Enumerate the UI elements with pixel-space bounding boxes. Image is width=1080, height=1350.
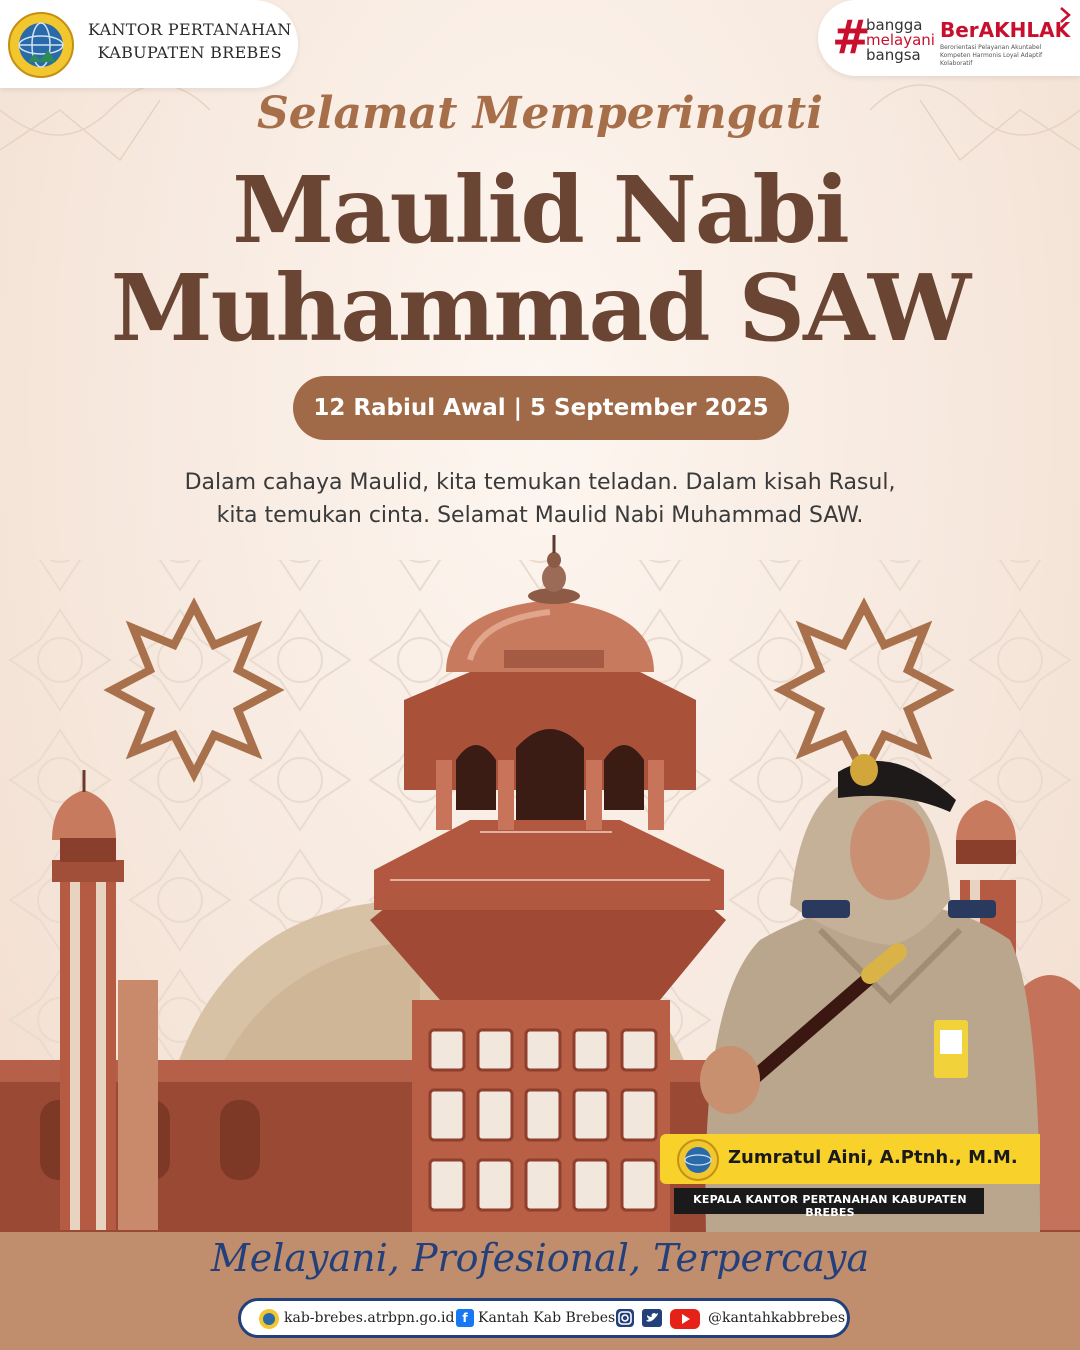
greeting-quote (140, 466, 940, 532)
youtube-icon[interactable] (670, 1309, 700, 1329)
instagram-handle[interactable]: @kantahkabbrebes (708, 1310, 845, 1326)
motto: Melayani, Profesional, Terpercaya (210, 1236, 870, 1280)
islamic-star-ornament-left (112, 606, 276, 774)
bangga-melayani-bangsa-logo (866, 18, 935, 63)
instagram-icon[interactable] (616, 1309, 634, 1327)
chevron-right-icon (1058, 6, 1072, 24)
facebook-link[interactable]: Kantah Kab Brebes (478, 1310, 616, 1326)
islamic-star-ornament-right (782, 606, 946, 774)
greeting-heading: Selamat Memperingati (257, 88, 823, 139)
campaign-line3: bangsa (866, 46, 921, 64)
berakhlak-logo: BerAKHLAK (940, 18, 1071, 42)
date-badge: 12 Rabiul Awal | 5 September 2025 (293, 376, 789, 440)
quote-line1: Dalam cahaya Maulid, kita temukan teladan. Dalam kisah Rasul, (184, 470, 896, 495)
office-name-line2: KABUPATEN BREBES (97, 43, 282, 62)
atr-bpn-logo-icon (6, 10, 76, 80)
office-name (88, 18, 292, 64)
title-line2: Muhammad SAW (110, 254, 970, 362)
quote-line2: kita temukan cinta. Selamat Maulid Nabi Muhammad SAW. (216, 503, 864, 528)
official-role: KEPALA KANTOR PERTANAHAN KABUPATEN BREBES (693, 1193, 967, 1219)
campaign-line2: melayani (866, 31, 935, 49)
hashtag-symbol: # (832, 10, 871, 64)
title-line1: Maulid Nabi (232, 156, 848, 264)
campaign-line1: bangga (866, 16, 923, 34)
website-link[interactable]: kab-brebes.atrbpn.go.id (284, 1310, 455, 1326)
globe-icon (258, 1308, 280, 1330)
official-name: Zumratul Aini, A.Ptnh., M.M. (728, 1147, 1018, 1168)
atr-bpn-logo-icon (676, 1138, 720, 1182)
facebook-icon[interactable]: f (456, 1309, 474, 1327)
office-name-line1: KANTOR PERTANAHAN (88, 20, 292, 39)
berakhlak-tagline: Berorientasi Pelayanan Akuntabel Kompeten Harmonis Loyal Adaptif Kolaboratif (940, 44, 1043, 67)
twitter-icon[interactable] (642, 1309, 662, 1327)
